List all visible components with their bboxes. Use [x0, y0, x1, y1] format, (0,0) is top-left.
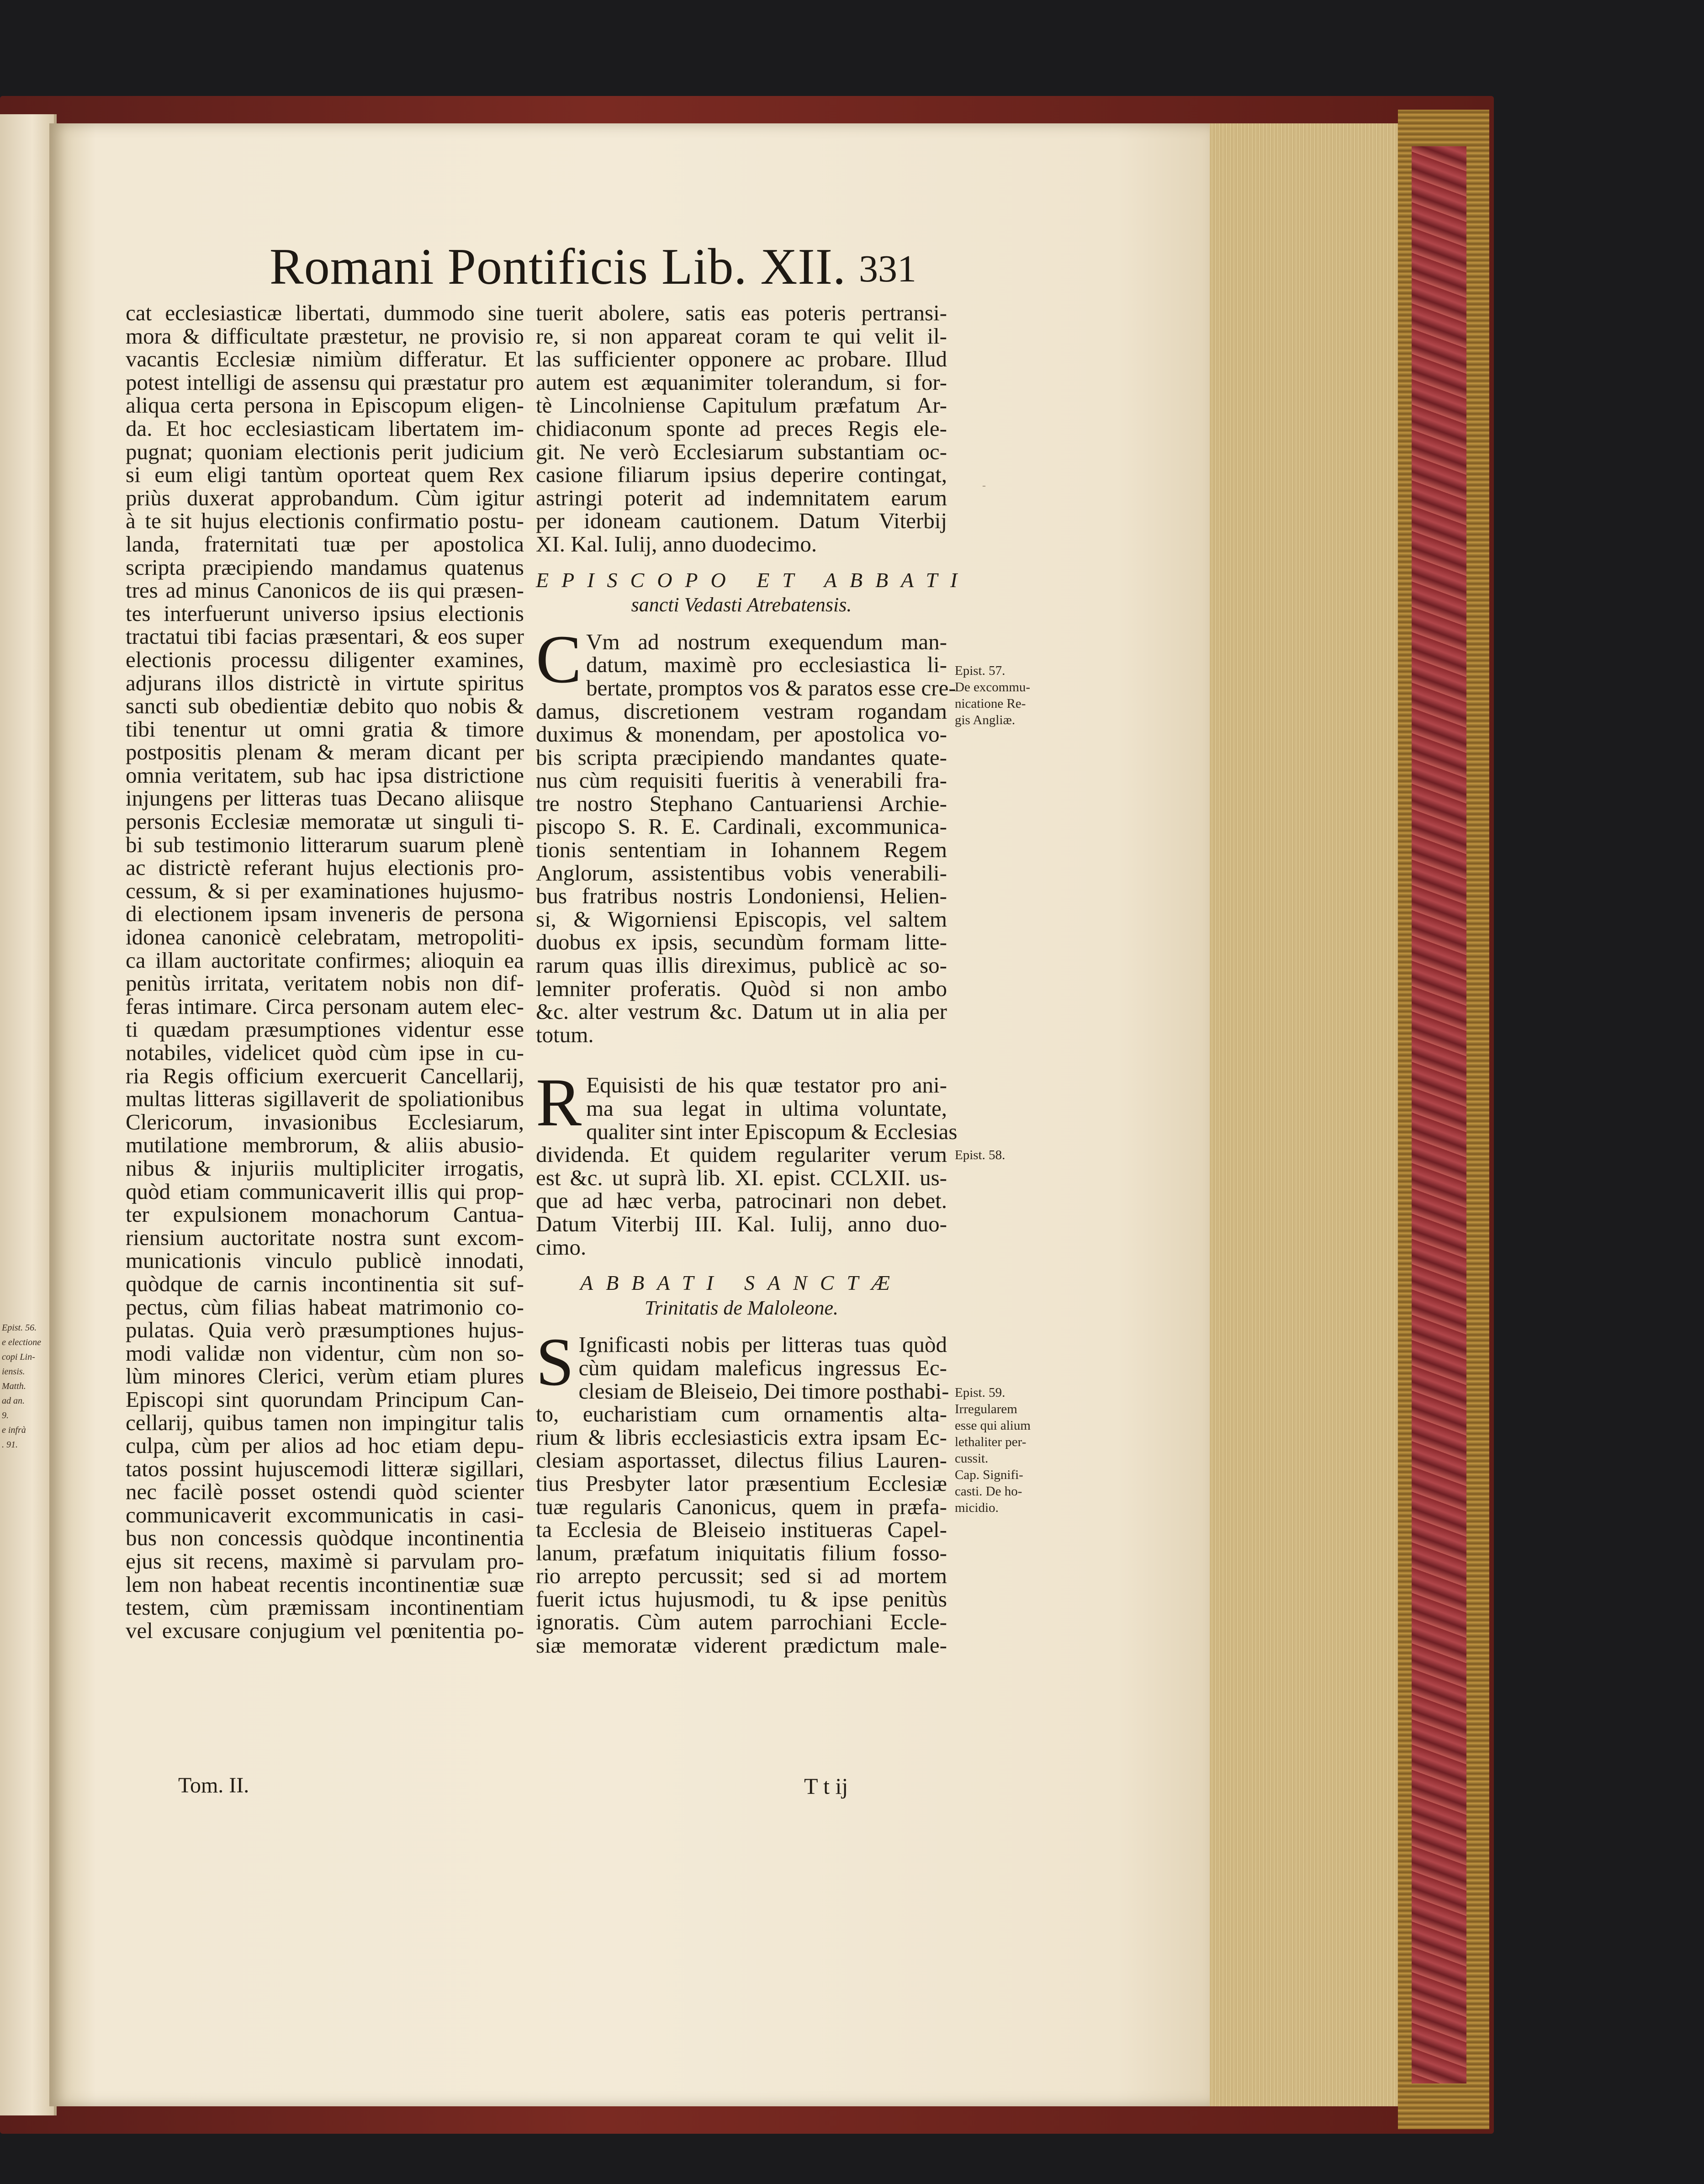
text-line: qualiter sint inter Episcopum & Ecclesias [586, 1119, 958, 1144]
text-line: que ad hæc verba, patrocinari non debet. [536, 1188, 947, 1214]
margin-note-epist59: Epist. 59. Irregularem esse qui alium lethaliter per- cussit. Cap. Signifi- casti. De ho- micidio. [955, 1385, 1031, 1515]
text-line: mora & difficultate præstetur, ne provisio [126, 323, 524, 349]
text-line: tuæ regularis Canonicus, quem in præfa- [536, 1494, 947, 1519]
text-line: Equisisti de his quæ testator pro ani- [586, 1072, 947, 1098]
text-line: ignoratis. Cùm autem parrochiani Eccle- [536, 1609, 947, 1635]
text-line: bis scripta præcipiendo mandantes quate- [536, 744, 947, 770]
text-line: ejus sit recens, maximè si parvulam pro- [126, 1548, 524, 1574]
text-line: rarum quas illis direximus, publicè ac so- [536, 953, 947, 978]
text-line: cat ecclesiasticæ libertati, dummodo sine [126, 300, 524, 325]
text-line: clesiam de Bleiseio, Dei timore posthabi- [578, 1378, 949, 1404]
text-line: mutilatione membrorum, & aliis abusio- [126, 1132, 524, 1158]
text-line: git. Ne verò Ecclesiarum substantiam oc- [536, 439, 947, 464]
text-line: tius Presbyter lator præsentium Ecclesiæ [536, 1470, 947, 1496]
text-line: sancti sub obedientiæ debito quo nobis & [126, 693, 524, 719]
text-line: bi sub testimonio litterarum suarum plenè [126, 832, 524, 857]
section2-paragraph [536, 1065, 958, 1260]
text-line: bertate, promptos vos & paratos esse cre- [586, 675, 956, 700]
left-page-margin-note: Epist. 56. e electione copi Lin- iensis. Matth. ad an. 9. e infrà . 91. [2, 1323, 42, 1450]
text-line: adjurans illos districtè in virtute spiritus [126, 670, 524, 695]
text-line: omnia veritatem, sub hac ipsa districtione [126, 762, 524, 788]
text-line: lem non habeat recentis incontinentiæ suæ [126, 1571, 524, 1597]
page-number: 331 [859, 248, 916, 290]
text-line: ria Regis officium exercuerit Cancellarij, [126, 1063, 524, 1088]
text-line: damus, discretionem vestram rogandam [536, 698, 947, 724]
text-line: municationis vinculo publicè innodati, [126, 1248, 524, 1273]
text-line: las sufficienter opponere ac probare. Illud [536, 346, 947, 372]
section2-dropcap: R [536, 1065, 582, 1141]
section1-paragraph [536, 621, 956, 1047]
margin-note-epist58: Epist. 58. [955, 1148, 1005, 1162]
text-line: tionis sententiam in Iohannem Regem [536, 837, 947, 863]
text-line: quòdque de carnis incontinentia sit suf- [126, 1271, 524, 1296]
running-head: Romani Pontificis Lib. XII. [270, 239, 847, 295]
text-line: duobus ex ipsis, secundùm formam litte- [536, 929, 947, 955]
text-line: XI. Kal. Iulij, anno duodecimo. [536, 531, 817, 557]
text-line: pectus, cùm filias habeat matrimonio co- [126, 1294, 524, 1320]
text-line: Anglorum, assistentibus vobis venerabili- [536, 860, 947, 885]
text-line: vacantis Ecclesiæ nimiùm differatur. Et [126, 346, 524, 372]
text-line: clesiam asportasset, dilectus filius Lauren- [536, 1447, 947, 1473]
text-line: tè Lincolniense Capitulum præfatum Ar- [536, 392, 947, 418]
text-line: tes interfuerunt universo ipsius electionis [126, 600, 524, 626]
text-line: à te sit hujus electionis confirmatio postu- [126, 508, 524, 534]
text-line: pugnat; quoniam electionis perit judicium [126, 439, 524, 464]
text-line: tibi tenentur ut omni gratia & timore [126, 716, 524, 742]
text-line: Datum Viterbij III. Kal. Iulij, anno duo- [536, 1211, 947, 1236]
section3-paragraph [536, 1324, 949, 1658]
text-line: aliqua certa persona in Episcopum eligen- [126, 392, 524, 418]
text-line: Vm ad nostrum exequendum man- [586, 629, 947, 654]
text-line: notabiles, videlicet quòd cùm ipse in cu- [126, 1040, 524, 1065]
text-line: communicaverit excommunicatis in casi- [126, 1502, 524, 1527]
pencil-mark: - [982, 480, 986, 492]
text-line: injungens per litteras tuas Decano aliisque [126, 785, 524, 811]
text-line: tres ad minus Canonicos de iis qui præsen- [126, 578, 524, 603]
text-line: da. Et hoc ecclesiasticam libertatem im- [126, 415, 524, 441]
text-line: lùm minores Clerici, verùm etiam plures [126, 1363, 524, 1389]
text-line: quòd etiam communicaverit illis qui prop- [126, 1178, 524, 1204]
margin-note-epist57: Epist. 57. De excommu- nicatione Re- gis Angliæ. [955, 663, 1031, 727]
text-line: rio arrepto percussit; sed si ad mortem [536, 1563, 947, 1589]
text-line: tre nostro Stephano Cantuariensi Archie- [536, 790, 947, 816]
section1-subheading: sancti Vedasti Atrebatensis. [631, 594, 852, 616]
text-block-edge [1206, 123, 1398, 2106]
text-line: Clericorum, invasionibus Ecclesiarum, [126, 1109, 524, 1134]
text-line: feras intimare. Circa personam autem elec- [126, 993, 524, 1019]
text-line: totum. [536, 1022, 594, 1047]
text-line: ti quædam præsumptiones videntur esse [126, 1017, 524, 1042]
text-line: &c. alter vestrum &c. Datum ut in alia per [536, 999, 947, 1024]
text-line: autem est æquanimiter tolerandum, si for- [536, 369, 947, 395]
text-line: cellarij, quibus tamen non impingitur talis [126, 1410, 524, 1435]
text-line: vel excusare conjugium vel pœnitentia po- [126, 1617, 524, 1643]
text-line: testem, cùm præmissam incontinentiam [126, 1595, 524, 1620]
text-line: nus cùm requisiti fueritis à venerabili fra- [536, 768, 947, 793]
text-line: to, eucharistiam cum ornamentis alta- [536, 1401, 947, 1427]
text-line: rium & libris ecclesiasticis extra ipsam Ec- [536, 1424, 947, 1450]
section1-heading: EPISCOPO ET ABBATI [536, 568, 970, 592]
text-line: re, si non appareat coram te qui velit il- [536, 323, 947, 349]
text-line: cimo. [536, 1234, 587, 1260]
text-line: personis Ecclesiæ memoratæ ut singuli ti- [126, 809, 524, 834]
text-line: bus non concessis quòdque incontinentia [126, 1525, 524, 1551]
text-line: di electionem ipsam inveneris de persona [126, 901, 524, 927]
text-line: Ignificasti nobis per litteras tuas quòd [578, 1332, 947, 1357]
text-line: per idoneam cautionem. Datum Viterbij [536, 508, 947, 534]
right-column [536, 300, 970, 1658]
text-line: lemniter proferatis. Quòd si non ambo [536, 975, 947, 1001]
text-line: siæ memoratæ viderent prædictum male- [536, 1633, 947, 1658]
text-line: priùs duxerat approbandum. Cùm igitur [126, 485, 524, 510]
text-line: bus fratribus nostris Londoniensi, Helien- [536, 883, 947, 909]
signature-mark: T t ij [804, 1773, 848, 1799]
text-line: si eum eligi tantùm oporteat quem Rex [126, 462, 524, 488]
text-line: landa, fraternitati tuæ per apostolica [126, 531, 524, 557]
text-line: astringi poterit ad indemnitatem earum [536, 485, 947, 510]
text-line: potest intelligi de assensu qui præstatur pro [126, 369, 524, 395]
text-line: datum, maximè pro ecclesiastica li- [586, 652, 947, 678]
text-line: ter expulsionem monachorum Cantua- [126, 1202, 524, 1227]
section3-dropcap: S [536, 1324, 574, 1400]
text-line: postpositis plenam & meram dicant per [126, 739, 524, 765]
text-line: cessum, & si per examinationes hujusmo- [126, 878, 524, 903]
text-line: ma sua legat in ultima voluntate, [586, 1096, 947, 1121]
text-line: est &c. ut suprà lib. XI. epist. CCLXII. us- [536, 1165, 947, 1190]
text-line: nec facilè posset ostendi quòd scienter [126, 1479, 524, 1505]
right-column-intro [536, 302, 947, 556]
section1-dropcap: C [536, 621, 582, 697]
text-line: dividenda. Et quidem regulariter verum [536, 1142, 947, 1167]
section3-heading: ABBATI SANCTÆ [580, 1271, 903, 1295]
text-line: tuerit abolere, satis eas poteris pertransi- [536, 300, 947, 325]
text-line: piscopo S. R. E. Cardinali, excommunica- [536, 814, 947, 839]
text-line: si, & Wigorniensi Episcopis, vel saltem [536, 906, 947, 932]
text-line: chidiaconum sponte ad preces Regis ele- [536, 415, 947, 441]
marbled-endpaper [1412, 146, 1466, 2083]
text-line: tatos possint hujuscemodi litteræ sigillari, [126, 1456, 524, 1481]
text-line: Episcopi sint quorundam Principum Can- [126, 1386, 524, 1412]
left-column [126, 302, 524, 1642]
text-line: electionis processu diligenter examines, [126, 647, 524, 672]
text-line: ca illam auctoritate confirmes; alioquin ea [126, 947, 524, 973]
text-line: fuerit ictus hujusmodi, tu & ipse penitùs [536, 1586, 947, 1611]
text-line: lanum, præfatum iniquitatis filium fosso- [536, 1540, 947, 1565]
text-line: multas litteras sigillaverit de spoliationibus [126, 1086, 524, 1112]
text-line: penitùs irritata, veritatem nobis non dif- [126, 970, 524, 996]
section3-subheading: Trinitatis de Maloleone. [644, 1296, 839, 1319]
text-line: scripta præcipiendo mandamus quatenus [126, 554, 524, 580]
tome-footer: Tom. II. [178, 1773, 249, 1797]
text-line: casione filiarum ipsius deperire contingat, [536, 462, 947, 488]
text-line: cùm quidam maleficus ingressus Ec- [578, 1355, 947, 1380]
text-line: riensium auctoritate nostra sunt excom- [126, 1225, 524, 1250]
text-line: tractatui tibi facias præsentari, & eos super [126, 624, 524, 649]
text-line: idonea canonicè celebratam, metropoliti- [126, 924, 524, 950]
text-line: ac districtè referant hujus electionis pro- [126, 855, 524, 880]
text-line: duximus & monendam, per apostolica vo- [536, 721, 947, 747]
text-line: nibus & injuriis multipliciter irrogatis, [126, 1155, 524, 1181]
text-line: ta Ecclesia de Bleiseio institueras Capel- [536, 1517, 947, 1543]
text-line: modi validæ non videntur, cùm non so- [126, 1340, 524, 1366]
text-line: culpa, cùm per alios ad hoc etiam depu- [126, 1433, 524, 1458]
left-page-edge [0, 114, 57, 2115]
text-line: pulatas. Quia verò præsumptiones hujus- [126, 1317, 524, 1343]
